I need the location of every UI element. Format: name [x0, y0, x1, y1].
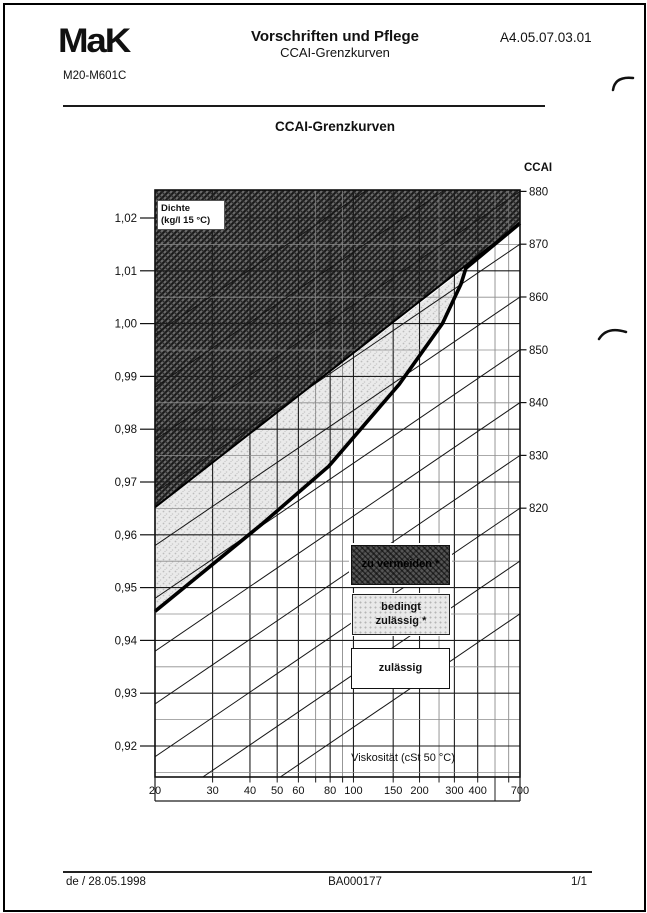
- density-unit-label: (kg/l 15 °C): [161, 214, 211, 226]
- x-tick-label: 700: [510, 785, 530, 797]
- y-tick-label: 0,98: [114, 424, 137, 437]
- y-tick-label: 1,01: [114, 265, 137, 278]
- legend-allowed-label: zulässig: [378, 661, 423, 674]
- legend-conditional-line1: bedingt: [381, 600, 421, 613]
- x-tick-label: 50: [271, 785, 284, 797]
- scan-artifact: [613, 78, 633, 90]
- x-tick-label: 30: [206, 785, 219, 797]
- header-title: Vorschriften und Pflege: [250, 28, 420, 45]
- viscosity-axis-label: Viskosität (cSt 50 °C): [351, 752, 455, 764]
- y-tick-label: 1,00: [114, 318, 137, 331]
- y-tick-label: 0,96: [114, 529, 137, 542]
- x-tick-label: 60: [292, 785, 305, 797]
- scan-artifact: [599, 330, 626, 339]
- footer-page-number: 1/1: [571, 876, 587, 888]
- ccai-tick-label: 850: [529, 344, 549, 357]
- y-tick-label: 0,97: [114, 477, 137, 489]
- x-tick-label: 200: [410, 785, 429, 797]
- engine-model: M20-M601C: [63, 70, 127, 82]
- legend-conditional: [352, 594, 450, 635]
- ccai-tick-label: 840: [529, 397, 549, 410]
- x-tick-label: 100: [344, 785, 363, 797]
- y-tick-label: 0,93: [114, 688, 137, 701]
- ccai-axis-title: CCAI: [524, 162, 553, 174]
- mak-logo: MaK: [58, 22, 130, 60]
- ccai-tick-label: 880: [529, 186, 549, 199]
- x-tick-label: 80: [324, 785, 337, 797]
- legend-avoid-label: zu vermeiden *: [361, 558, 440, 571]
- y-tick-label: 0,99: [114, 371, 137, 384]
- legend-conditional-line2: zulässig *: [375, 614, 427, 627]
- y-tick-label: 0,94: [114, 635, 137, 648]
- legend-allowed: [351, 648, 450, 689]
- header-subtitle: CCAI-Grenzkurven: [280, 45, 390, 60]
- ccai-tick-label: 820: [529, 503, 549, 516]
- document-number: A4.05.07.03.01: [500, 30, 592, 45]
- x-tick-label: 400: [468, 785, 487, 797]
- y-tick-label: 0,95: [114, 582, 137, 595]
- footer-date: de / 28.05.1998: [66, 876, 146, 888]
- legend-avoid: [351, 545, 450, 585]
- y-tick-label: 1,02: [114, 213, 137, 225]
- density-axis-label-box: [157, 200, 225, 230]
- legend-conditional-label: [376, 601, 427, 629]
- footer-doc-id: BA000177: [328, 876, 382, 888]
- page-title: CCAI-Grenzkurven: [274, 119, 396, 134]
- y-tick-label: 0,92: [114, 741, 137, 753]
- region-avoid: [155, 190, 520, 507]
- ccai-tick-label: 870: [529, 239, 549, 252]
- x-tick-label: 20: [148, 785, 162, 797]
- ccai-tick-label: 830: [529, 450, 549, 463]
- footer-divider: [63, 871, 592, 873]
- ccai-contour-800: [155, 614, 520, 863]
- x-tick-label: 40: [243, 785, 257, 797]
- x-tick-label: 300: [445, 785, 464, 797]
- ccai-tick-label: 860: [529, 291, 549, 304]
- x-tick-label: 150: [384, 785, 403, 797]
- density-label: Dichte: [161, 203, 191, 214]
